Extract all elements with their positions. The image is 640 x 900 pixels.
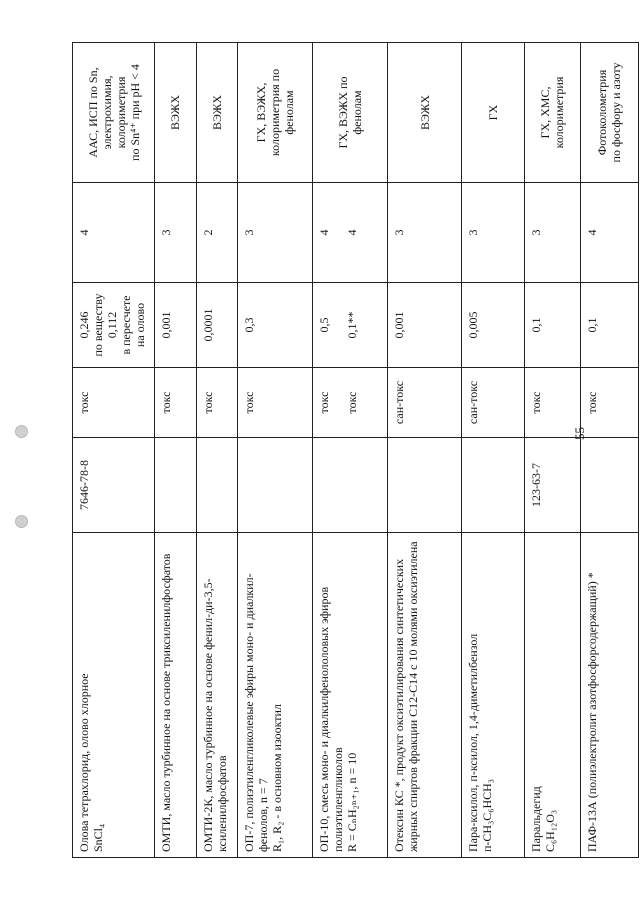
substance-cell: ОП-7, полиэтиленгликолевые эфиры моно- и диалкил-фенолов, n = 7 R₁, R₂ - в основном изооктил — [238, 533, 313, 858]
rotated-table-block — [72, 43, 639, 858]
table-row — [155, 43, 197, 858]
hazard-indicator-cell: токс — [73, 368, 155, 438]
substances-table — [72, 42, 639, 858]
substance-cell: Пара-ксилол, п-ксилол, 1,4-диметилбензол п-CH₃C₆HCH₃ — [462, 533, 524, 858]
substance-cell: ПАФ-13А (полиэлектролит азотфосфорсодержащий) * — [580, 533, 638, 858]
hazard-class-cell: 4 — [73, 183, 155, 283]
hazard-class-cell: 3 — [462, 183, 524, 283]
analysis-method-cell: ГХ, ВЭЖХ, колориметрия по фенолам — [238, 43, 313, 183]
cas-number-cell: 123-63-7 — [524, 438, 580, 533]
norm-value-cell: 0,1 — [524, 283, 580, 368]
substance-cell: Отексин КС *, продукт оксиэтилирования синтетических жирных спиртов фракции С12-С14 с 10 молями оксиэтилена — [387, 533, 462, 858]
norm-value-cell: 0,001 — [387, 283, 462, 368]
substance-cell: ОП-10, смесь моно- и диалкилфенололовых эфиров полиэтиленгликолов R = CₙH₂ₙ₊₁, n = 10 — [312, 533, 387, 858]
hazard-class-cell: 4 — [580, 183, 638, 283]
table-row — [73, 43, 155, 858]
substance-cell: ОМТИ, масло турбинное на основе триксиленилфосфатов — [155, 533, 197, 858]
hazard-indicator-cell: сан-токс — [462, 368, 524, 438]
analysis-method-cell: ГХ — [462, 43, 524, 183]
norm-value-cell: 0,0001 — [196, 283, 238, 368]
analysis-method-cell: ГХ, ВЭЖХ по фенолам — [312, 43, 387, 183]
norm-value-cell: 0,3 — [238, 283, 313, 368]
hazard-indicator-cell: токс — [155, 368, 197, 438]
analysis-method-cell: ГХ, ХМС, колориметрия — [524, 43, 580, 183]
table-row — [238, 43, 313, 858]
norm-value-cell: 0,005 — [462, 283, 524, 368]
cas-number-cell — [196, 438, 238, 533]
table-row — [580, 43, 638, 858]
hazard-class-cell: 3 — [155, 183, 197, 283]
norm-value-cell: 0,001 — [155, 283, 197, 368]
norm-value-cell: 0,5 0,1** — [312, 283, 387, 368]
norm-value-cell: 0,246 по веществу 0,112 в пересчете на олово — [73, 283, 155, 368]
table-row — [524, 43, 580, 858]
hazard-class-cell: 3 — [524, 183, 580, 283]
punch-hole-marker — [15, 515, 28, 528]
substance-cell: Олова тетрахлорид, олово хлорное SnCl₄ — [73, 533, 155, 858]
cas-number-cell — [462, 438, 524, 533]
table-row — [462, 43, 524, 858]
analysis-method-cell: ВЭЖХ — [196, 43, 238, 183]
cas-number-cell — [155, 438, 197, 533]
cas-number-cell — [387, 438, 462, 533]
table-row — [387, 43, 462, 858]
table-row — [312, 43, 387, 858]
punch-hole-marker — [15, 425, 28, 438]
norm-value-cell: 0,1 — [580, 283, 638, 368]
analysis-method-cell: ВЭЖХ — [387, 43, 462, 183]
hazard-indicator-cell: токс — [196, 368, 238, 438]
table-row — [196, 43, 238, 858]
substance-cell: ОМТИ-2К, масло турбинное на основе фенил-ди-3,5-ксиленилфосфатов — [196, 533, 238, 858]
cas-number-cell — [312, 438, 387, 533]
cas-number-cell: 7646-78-8 — [73, 438, 155, 533]
cas-number-cell — [580, 438, 638, 533]
hazard-indicator-cell: токс — [238, 368, 313, 438]
table-body — [73, 43, 639, 858]
analysis-method-cell: ААС, ИСП по Sn, электрохимия, колориметрия по Sn⁴⁺ при pH < 4 — [73, 43, 155, 183]
analysis-method-cell: Фотоколометрия по фосфору и азоту — [580, 43, 638, 183]
hazard-class-cell: 4 4 — [312, 183, 387, 283]
hazard-class-cell: 3 — [238, 183, 313, 283]
substance-cell: Паральдегид C₆H₁₂O₃ — [524, 533, 580, 858]
hazard-indicator-cell: токс — [524, 368, 580, 438]
hazard-class-cell: 2 — [196, 183, 238, 283]
hazard-indicator-cell: токс токс — [312, 368, 387, 438]
hazard-indicator-cell: сан-токс — [387, 368, 462, 438]
cas-number-cell — [238, 438, 313, 533]
hazard-class-cell: 3 — [387, 183, 462, 283]
analysis-method-cell: ВЭЖХ — [155, 43, 197, 183]
page-number: 55 — [572, 427, 587, 440]
hazard-indicator-cell: токс — [580, 368, 638, 438]
